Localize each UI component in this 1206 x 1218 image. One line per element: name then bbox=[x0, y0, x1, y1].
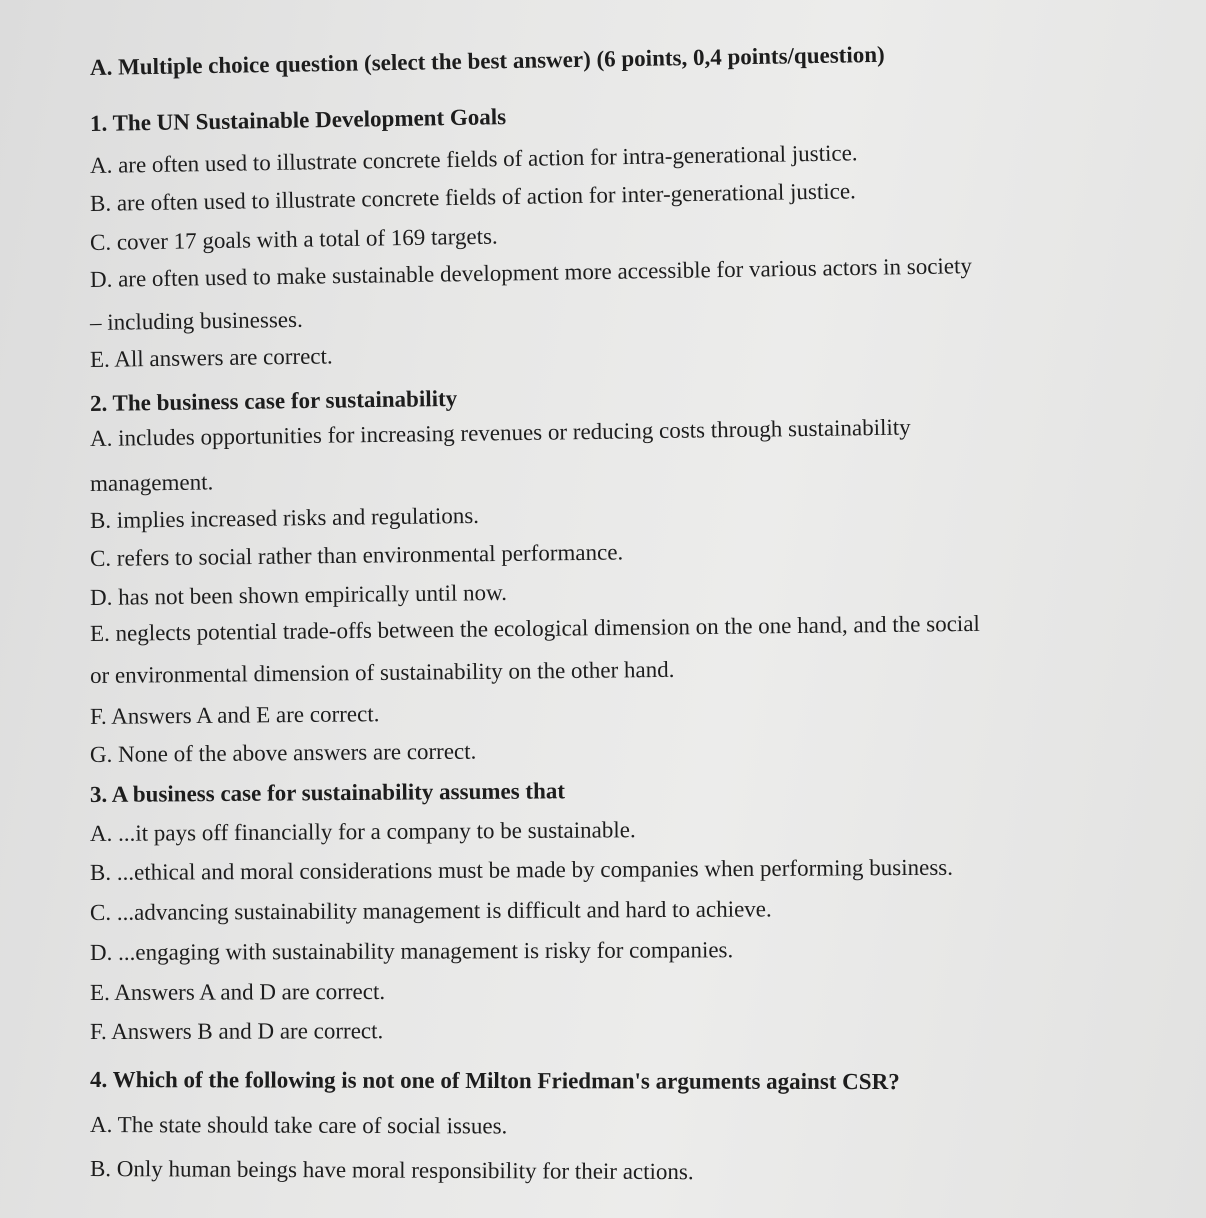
section-title: A. Multiple choice question (select the best answer) (6 points, 0,4 points/question) bbox=[89, 41, 885, 80]
question-2-option-a: A. includes opportunities for increasing revenues or reducing costs through sustainability bbox=[89, 414, 911, 451]
question-2-option-e-continued: or environmental dimension of sustainability on the other hand. bbox=[89, 656, 675, 688]
question-1-option-a: A. are often used to illustrate concrete fields of action for intra-generational justice. bbox=[89, 140, 858, 178]
question-2-option-f: F. Answers A and E are correct. bbox=[89, 701, 380, 729]
question-4-option-b: B. Only human beings have moral responsibility for their actions. bbox=[89, 1156, 694, 1185]
question-3-option-b: B. ...ethical and moral considerations must be made by companies when performing business. bbox=[89, 854, 954, 885]
question-1-option-c: C. cover 17 goals with a total of 169 targets. bbox=[89, 223, 498, 255]
question-3-stem: 3. A business case for sustainability assumes that bbox=[89, 778, 566, 807]
show-through-decoration bbox=[1091, 90, 1096, 113]
question-2-option-a-continued: management. bbox=[89, 469, 214, 496]
question-3-option-d: D. ...engaging with sustainability management is risky for companies. bbox=[89, 937, 734, 965]
question-2-option-b: B. implies increased risks and regulations. bbox=[89, 502, 480, 533]
question-2-option-g: G. None of the above answers are correct. bbox=[89, 738, 477, 767]
question-3-option-c: C. ...advancing sustainability management is difficult and hard to achieve. bbox=[89, 896, 772, 925]
question-4-option-a: A. The state should take care of social issues. bbox=[89, 1112, 508, 1139]
question-3-option-e: E. Answers A and D are correct. bbox=[89, 978, 386, 1005]
question-1-option-e: E. All answers are correct. bbox=[89, 343, 333, 372]
question-2-option-d: D. has not been shown empirically until now. bbox=[89, 579, 508, 610]
question-1-stem: 1. The UN Sustainable Development Goals bbox=[89, 104, 507, 136]
question-2-option-e: E. neglects potential trade-offs between the ecological dimension on the one hand, and the social bbox=[89, 610, 980, 646]
question-3-option-f: F. Answers B and D are correct. bbox=[89, 1018, 384, 1044]
question-1-option-d: D. are often used to make sustainable development more accessible for various actors in society bbox=[89, 253, 973, 292]
question-4-stem: 4. Which of the following is not one of Milton Friedman's arguments against CSR? bbox=[89, 1067, 900, 1095]
question-3-option-a: A. ...it pays off financially for a company to be sustainable. bbox=[89, 817, 636, 846]
question-2-stem: 2. The business case for sustainability bbox=[89, 385, 458, 416]
question-1-option-d-continued: – including businesses. bbox=[89, 306, 303, 335]
question-2-option-c: C. refers to social rather than environmental performance. bbox=[89, 539, 624, 571]
question-1-option-b: B. are often used to illustrate concrete fields of action for inter-generational justice. bbox=[89, 178, 857, 216]
